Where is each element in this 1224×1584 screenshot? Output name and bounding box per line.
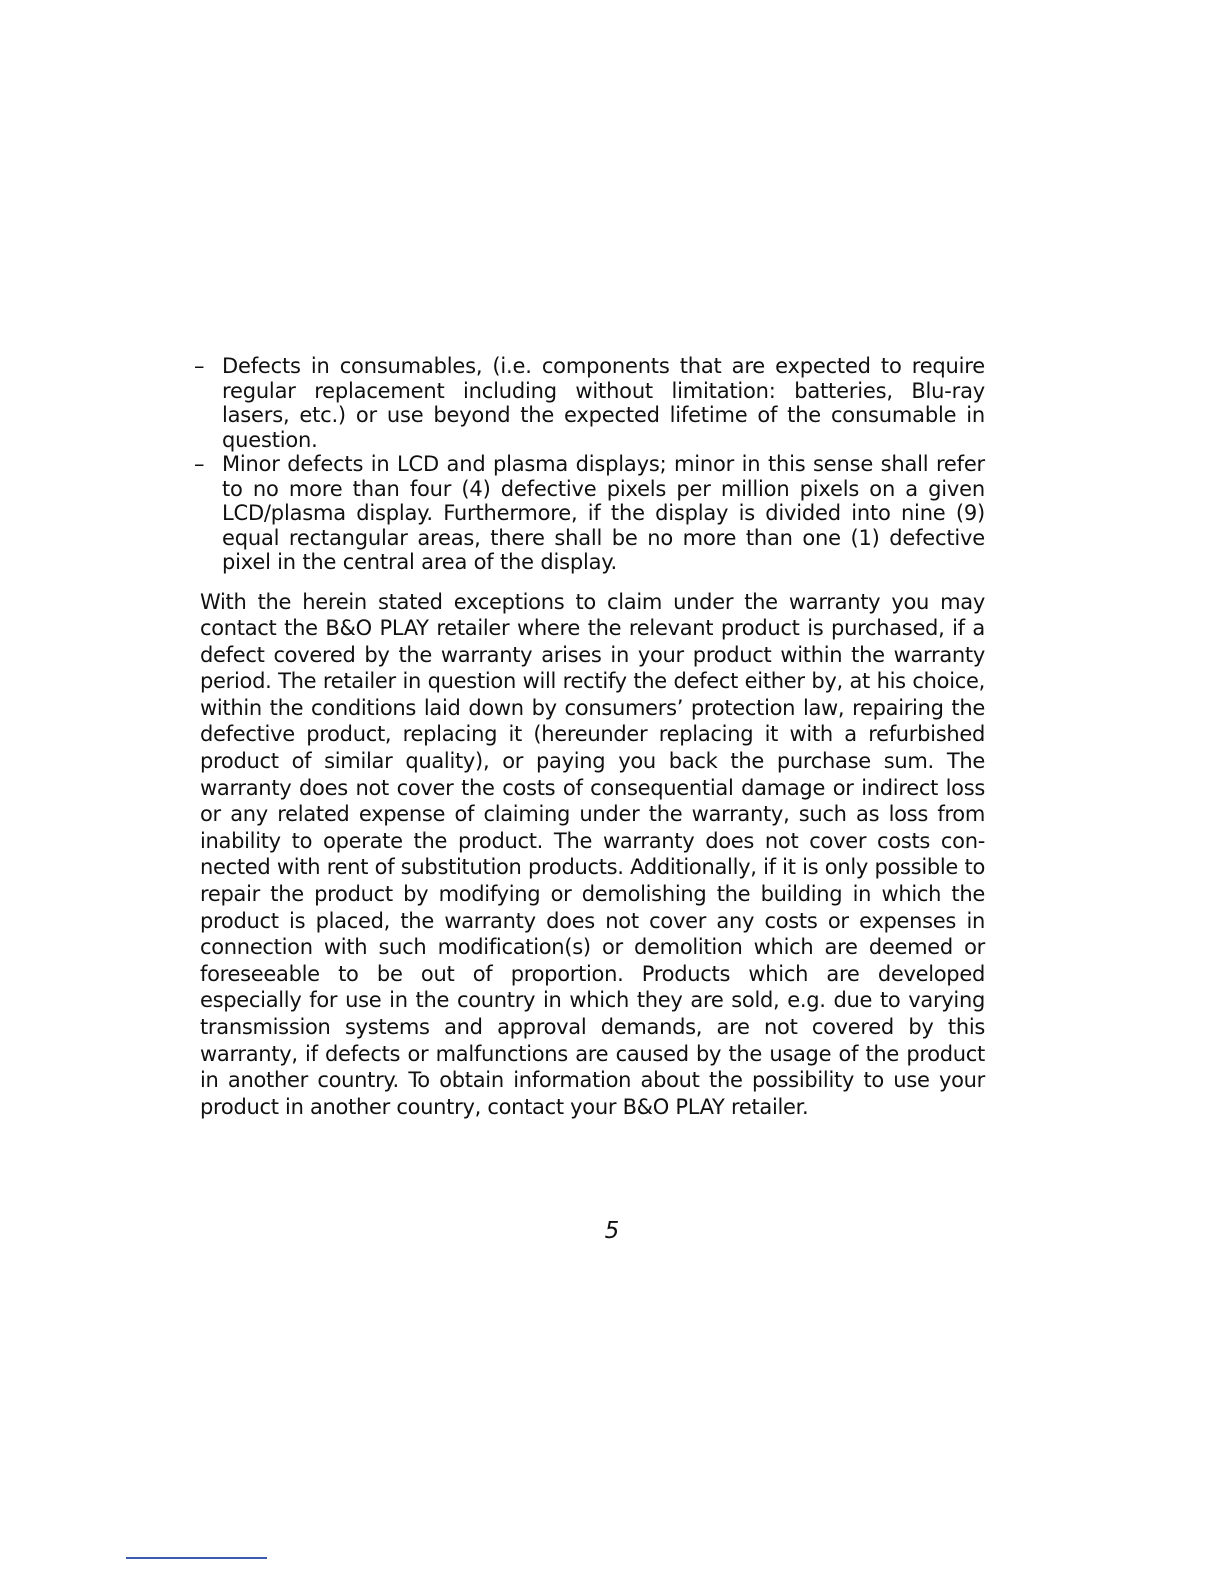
list-item-text: Defects in consumables, (i.e. components that are expected to require regular replacement including without limitation: batteries, Blu-ray lasers, etc.) or use beyond the expected lifetime of the consumable in question. <box>222 354 985 452</box>
warranty-paragraph: With the herein stated exceptions to claim under the warranty you may contact the B&O PLAY retailer where the relevant product is purchased, if a defect covered by the warranty arises in your product within the warranty period. The retailer in question will rectify the defect either by, at his choice, within the conditions laid down by consumers’ protection law, repairing the defective product, replacing it (hereunder replacing it with a refurbished product of similar quality), or paying you back the purchase sum. The warranty does not cover the costs of consequential damage or indirect loss or any related expense of claiming under the warranty, such as loss from inability to operate the product. The warranty does not cover costs con-nected with rent of substitution products. Additionally, if it is only possible to repair the product by modifying or demolishing the building in which the product is placed, the warranty does not cover any costs or expenses in connection with such modification(s) or demolition which are deemed or foreseeable to be out of proportion. Products which are developed especially for use in the country in which they are sold, e.g. due to varying transmission systems and approval demands, are not covered by this warranty, if defects or malfunctions are caused by the usage of the product in another country. To obtain information about the possibility to use your product in another country, contact your B&O PLAY retailer. <box>200 589 985 1119</box>
footnote-rule <box>126 1557 267 1559</box>
list-item <box>194 354 985 452</box>
bullet-dash: – <box>194 452 205 476</box>
list-item-text: Minor defects in LCD and plasma displays; minor in this sense shall refer to no more than four (4) defective pixels per million pixels on a given LCD/plasma display. Furthermore, if the display is divided into nine (9) equal rectangular areas, there shall be no more than one (1) defective pixel in the central area of the display. <box>222 452 985 574</box>
list-item <box>194 452 985 575</box>
page-content <box>194 354 985 1120</box>
exclusions-list <box>194 354 985 575</box>
page-number: 5 <box>604 1218 620 1244</box>
bullet-dash: – <box>194 354 205 378</box>
